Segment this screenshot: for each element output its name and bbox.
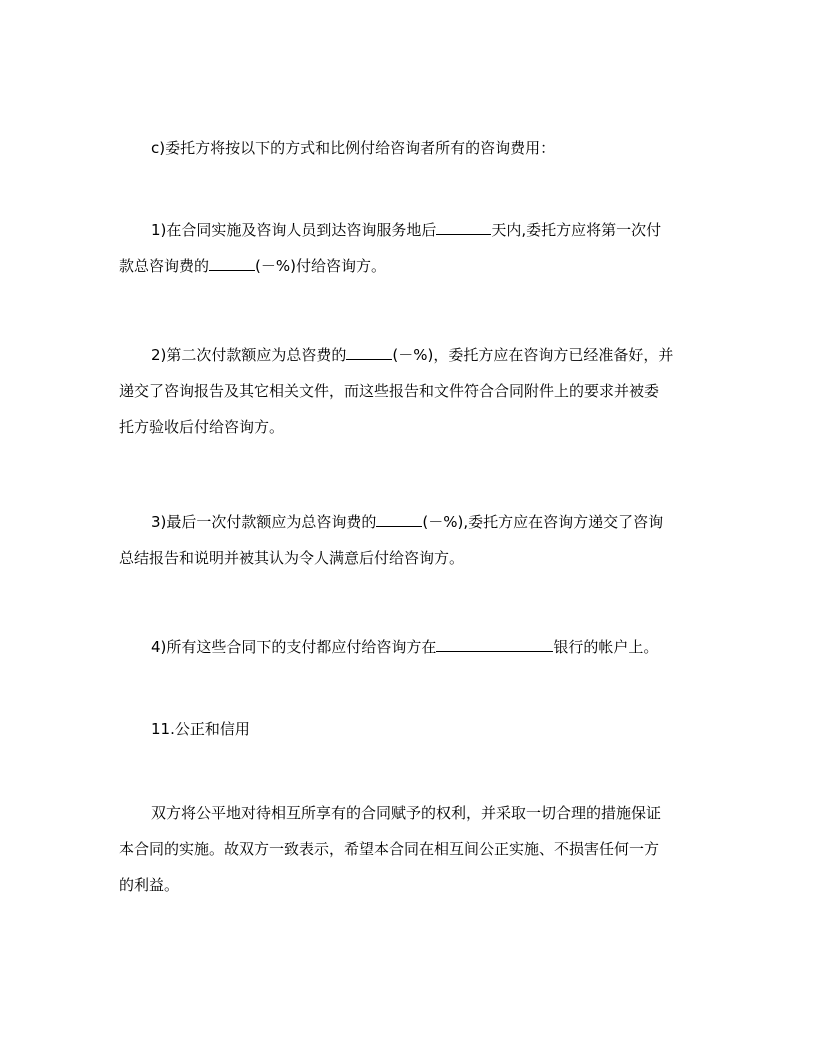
paragraph-first-payment — [119, 212, 699, 284]
fill-in-blank-amount — [346, 343, 392, 360]
paragraph-line: 的利益。 — [119, 876, 180, 894]
paragraph-line — [119, 629, 699, 665]
paragraph-line: c)委托方将按以下的方式和比例付给咨询者所有的咨询费用： — [151, 139, 556, 157]
text-segment: (－%)付给咨询方。 — [255, 257, 386, 275]
paragraph-line — [119, 504, 699, 540]
paragraph-line — [119, 212, 699, 248]
text-segment: 天内,委托方应将第一次付 — [491, 221, 662, 239]
fill-in-blank-days — [436, 218, 491, 235]
paragraph-payment-intro — [119, 130, 699, 166]
text-segment: 4)所有这些合同下的支付都应付给咨询方在 — [151, 638, 437, 656]
paragraph-line: 托方验收后付给咨询方。 — [119, 418, 285, 436]
text-segment: (－%),委托方应在咨询方递交了咨询 — [422, 513, 664, 531]
paragraph-line: 本合同的实施。故双方一致表示，希望本合同在相互间公正实施、不损害任何一方 — [119, 840, 660, 858]
paragraph-line: 总结报告和说明并被其认为令人满意后付给咨询方。 — [119, 549, 465, 567]
paragraph-line — [119, 248, 699, 284]
paragraph-bank-account — [119, 629, 699, 665]
paragraph-line: 双方将公平地对待相互所享有的合同赋予的权利，并采取一切合理的措施保证 — [151, 804, 662, 822]
text-segment: 款总咨询费的 — [119, 257, 210, 275]
text-segment: 2)第二次付款额应为总咨费的 — [151, 346, 347, 364]
fill-in-blank-bank — [436, 635, 553, 652]
paragraph-fairness — [119, 795, 699, 903]
section-heading-fairness — [119, 711, 699, 747]
text-segment: (－%)，委托方应在咨询方已经准备好，并 — [392, 346, 674, 364]
paragraph-line: 递交了咨询报告及其它相关文件，而这些报告和文件符合合同附件上的要求并被委 — [119, 382, 660, 400]
paragraph-final-payment — [119, 504, 699, 576]
text-segment: 3)最后一次付款额应为总咨询费的 — [151, 513, 377, 531]
text-segment: 1)在合同实施及咨询人员到达咨询服务地后 — [151, 221, 437, 239]
fill-in-blank-amount — [376, 510, 422, 527]
paragraph-second-payment — [119, 337, 699, 445]
fill-in-blank-amount — [209, 254, 255, 271]
paragraph-line — [119, 337, 699, 373]
text-segment: 银行的帐户上。 — [553, 638, 659, 656]
section-title: 11.公正和信用 — [151, 720, 250, 738]
